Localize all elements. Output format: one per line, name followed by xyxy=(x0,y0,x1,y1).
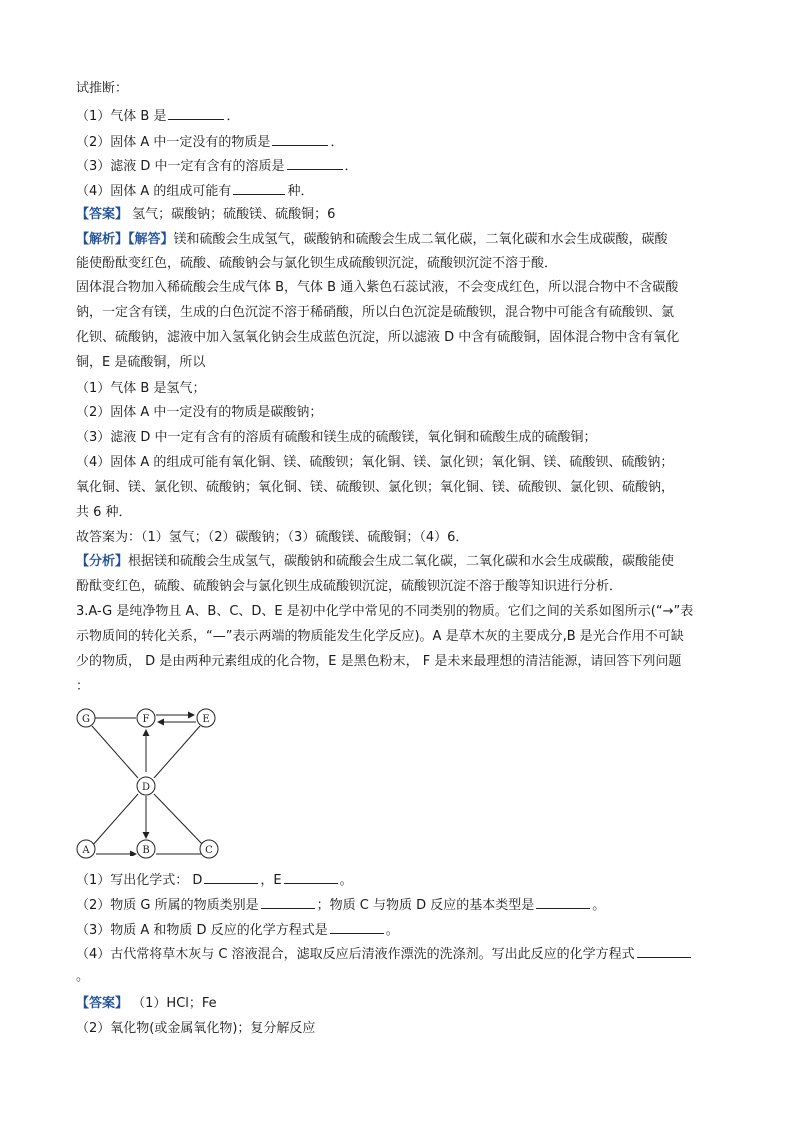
analysis-line: 化钡、硫酸钠，滤液中加入氢氧化钠会生成蓝色沉淀，所以滤液 D 中含有硫酸铜，固体混合物中含有氧化 xyxy=(76,330,680,345)
node-b-label: B xyxy=(142,845,150,856)
fenxi-tag: 【分析】 xyxy=(76,554,129,569)
analysis-line: （3）滤液 D 中一定有含有的溶质有硫酸和镁生成的硫酸镁，氧化铜和硫酸生成的硫酸铜； xyxy=(76,430,597,445)
analysis-line: 共 6 种． xyxy=(76,505,132,520)
stem-line: 少的物质， D 是由两种元素组成的化合物，E 是黑色粉末， F 是未来最理想的清洁能源，请回答下列问题 xyxy=(76,654,682,669)
p2-question-4: （4）古代常将草木灰与 C 溶液混合，滤取反应后清液作漂洗的洗涤剂。写出此反应的化学方程式 xyxy=(76,945,693,963)
node-f-label: F xyxy=(142,714,150,725)
answer-blank xyxy=(272,133,328,146)
stem-line: ： xyxy=(76,679,90,694)
p2-question-1: （1）写出化学式： D ，E 。 xyxy=(76,873,353,888)
analysis-tag: 【解析】【解答】 xyxy=(76,232,174,247)
fenxi-line-1: 【分析】根据镁和硫酸会生成氢气，碳酸钠和硫酸会生成二氧化碳，二氧化碳和水会生成碳酸，碳酸能使 xyxy=(76,554,675,569)
analysis-line: （4）固体 A 的组成可能有氧化铜、镁、硫酸钡；氧化铜、镁、氯化钡；氧化铜、镁、硫酸钡、硫酸钠； xyxy=(76,455,674,470)
question-4: （4）固体 A 的组成可能有 种． xyxy=(76,184,314,199)
fenxi-line: 酚酞变红色，硫酸、硫酸钠会与氯化钡生成硫酸钡沉淀，硫酸钡沉淀不溶于酸等知识进行分析． xyxy=(76,579,623,594)
analysis-line: 铜，E 是硫酸铜，所以 xyxy=(76,355,206,370)
p2-answer-line-2: （2）氧化物(或金属氧化物)；复分解反应 xyxy=(76,1021,316,1036)
p2-question-2: （2）物质 G 所属的物质类别是 ；物质 C 与物质 D 反应的基本类型是 。 xyxy=(76,898,606,913)
answer-blank xyxy=(168,107,224,120)
question-1: （1）气体 B 是 ． xyxy=(76,109,240,124)
analysis-line: （2）固体 A 中一定没有的物质是碳酸钠； xyxy=(76,405,323,420)
edge-g-d xyxy=(92,726,138,778)
analysis-line: 钠，一定含有镁，生成的白色沉淀不溶于稀硝酸，所以白色沉淀是硫酸钡，混合物中可能含有硫酸钡、氯 xyxy=(76,305,675,320)
analysis-line: 氧化铜、镁、氯化钡、硫酸钠；氧化铜、镁、硫酸钡、氯化钡；氧化铜、镁、硫酸钡、氯化钡、硫酸钠， xyxy=(76,480,675,495)
analysis-line: 固体混合物加入稀硫酸会生成气体 B，气体 B 通入紫色石蕊试液，不会变成红色，所以混合物中不含碳酸 xyxy=(76,280,679,295)
node-a-label: A xyxy=(82,845,90,856)
analysis-line: 能使酚酞变红色，硫酸、硫酸钠会与氯化钡生成硫酸钡沉淀，硫酸钡沉淀不溶于酸． xyxy=(76,256,558,271)
answer-blank xyxy=(233,182,285,195)
node-g-label: G xyxy=(82,714,90,725)
node-c-label: C xyxy=(205,845,213,856)
answer-blank xyxy=(261,896,315,909)
p2-question-4-end: 。 xyxy=(76,969,90,984)
node-d-label: D xyxy=(141,782,151,793)
p2-question-3: （3）物质 A 和物质 D 反应的化学方程式是 。 xyxy=(76,923,399,938)
answer-blank xyxy=(204,871,258,884)
question-text: （2）固体 A 中一定没有的物质是 xyxy=(76,135,271,150)
answer-tag: 【答案】 xyxy=(76,207,129,222)
question-text: （3）滤液 D 中一定有含有的溶质是 xyxy=(76,159,285,174)
question-text: （4）固体 A 的组成可能有 xyxy=(76,184,232,199)
analysis-line: （1）气体 B 是氢气； xyxy=(76,381,206,396)
question-2: （2）固体 A 中一定没有的物质是 ． xyxy=(76,135,344,150)
answer-text: （1）HCl；Fe xyxy=(132,996,217,1011)
analysis-line: 故答案为：（1）氢气；（2）碳酸钠；（3）硫酸镁、硫酸铜；（4）6． xyxy=(76,530,469,545)
answer-text: 氢气；碳酸钠；硫酸镁、硫酸铜；6 xyxy=(132,207,336,222)
question-text: （1）气体 B 是 xyxy=(76,109,167,124)
stem-line: 示物质间的转化关系，“—”表示两端的物质能发生化学反应)。A 是草木灰的主要成分,B 是光合作用不可缺 xyxy=(76,629,684,644)
intro-text: 试推断： xyxy=(76,81,129,96)
answer-blank xyxy=(330,921,384,934)
answer-blank xyxy=(287,157,343,170)
answer-blank xyxy=(536,896,590,909)
stem-line: 3.A-G 是纯净物且 A、B、C、D、E 是初中化学中常见的不同类别的物质。它们之间的关系如图所示(“→”表 xyxy=(76,604,694,619)
node-e-label: E xyxy=(202,714,210,725)
edge-d-e xyxy=(154,726,200,778)
answer-line xyxy=(76,207,335,223)
p2-answer-line xyxy=(76,996,217,1012)
relation-diagram xyxy=(76,706,226,856)
answer-blank xyxy=(637,945,691,958)
answer-blank xyxy=(284,871,338,884)
answer-tag: 【答案】 xyxy=(76,996,129,1011)
analysis-line-1: 【解析】【解答】镁和硫酸会生成氢气，碳酸钠和硫酸会生成二氧化碳，二氧化碳和水会生成碳酸，碳酸 xyxy=(76,232,668,247)
question-3: （3）滤液 D 中一定有含有的溶质是 ． xyxy=(76,159,358,174)
diagram-bottom-row xyxy=(76,837,226,861)
